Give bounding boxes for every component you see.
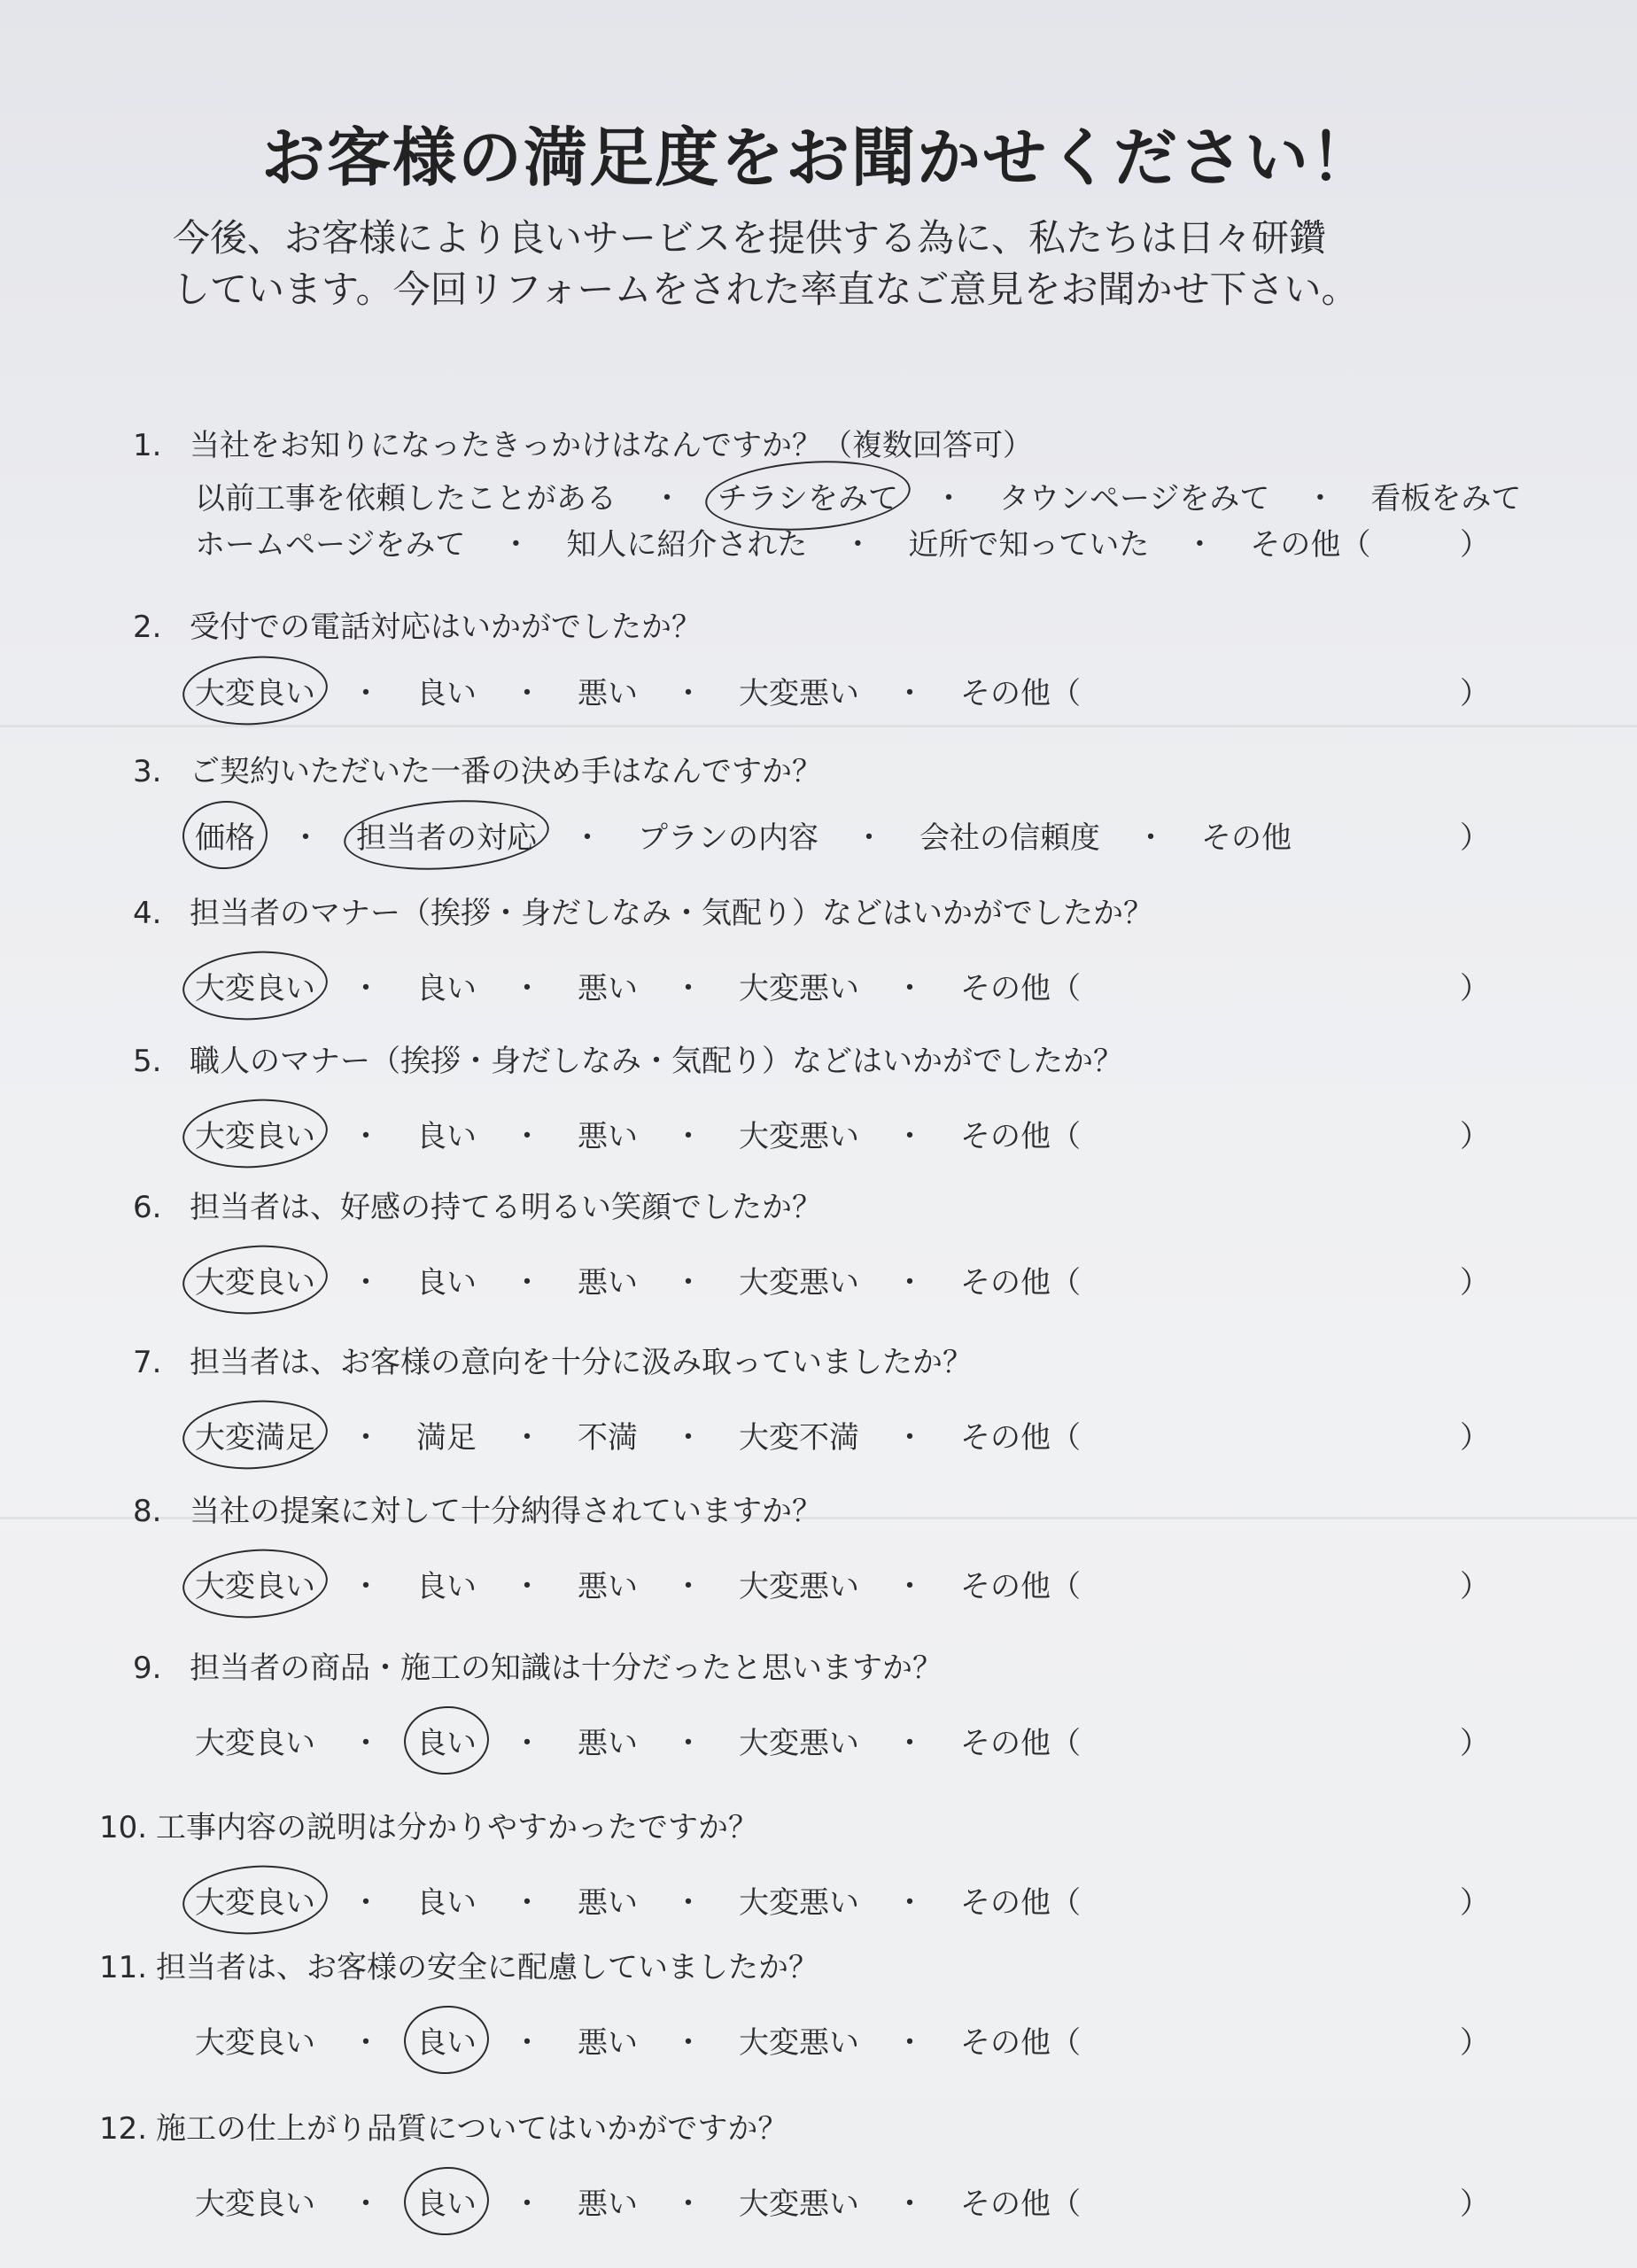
- answer-option[interactable]: プランの内容: [638, 820, 818, 856]
- answer-option[interactable]: 大変悪い: [739, 1885, 859, 1921]
- answer-options: [195, 1878, 1081, 1922]
- answer-option[interactable]: 良い: [416, 1885, 477, 1921]
- answer-options: [195, 1719, 1081, 1762]
- question-label: ご契約いただいた一番の決め手はなんですか？: [190, 754, 822, 789]
- question-number: 4.: [133, 896, 162, 931]
- separator-dot: ・: [351, 1265, 381, 1301]
- answer-option[interactable]: 不満: [578, 1420, 638, 1456]
- other-close-paren: ）: [1460, 2025, 1490, 2061]
- answer-option[interactable]: 大変悪い: [739, 1119, 859, 1154]
- question-label: 担当者は、好感の持てる明るい笑顔でしたか？: [190, 1190, 822, 1225]
- separator-dot: ・: [673, 2186, 703, 2222]
- answer-options: [195, 813, 1292, 857]
- answer-option-selected[interactable]: 良い: [416, 1719, 477, 1762]
- answer-option[interactable]: 看板をみて: [1370, 481, 1522, 517]
- answer-option-selected[interactable]: 担当者の対応: [356, 813, 537, 857]
- answer-option[interactable]: その他（: [960, 1119, 1081, 1154]
- separator-dot: ・: [895, 1885, 925, 1921]
- question-text: [133, 747, 822, 790]
- answer-option[interactable]: その他（: [960, 2025, 1081, 2061]
- question-number: 6.: [133, 1190, 162, 1225]
- other-close-paren: ）: [1460, 820, 1490, 856]
- separator-dot: ・: [512, 1265, 542, 1301]
- separator-dot: ・: [351, 1726, 381, 1761]
- separator-dot: ・: [351, 1569, 381, 1604]
- answer-option-selected[interactable]: 大変満足: [195, 1413, 315, 1456]
- answer-options: [195, 2018, 1081, 2062]
- answer-option[interactable]: 悪い: [578, 1726, 638, 1761]
- separator-dot: ・: [673, 971, 703, 1006]
- answer-option[interactable]: 大変悪い: [739, 971, 859, 1006]
- separator-dot: ・: [512, 676, 542, 711]
- question-label: 工事内容の説明は分かりやすかったですか？: [156, 1810, 758, 1845]
- other-close-paren: ）: [1460, 1119, 1490, 1154]
- answer-option[interactable]: その他（: [960, 1420, 1081, 1456]
- separator-dot: ・: [351, 2025, 381, 2061]
- answer-option[interactable]: その他（: [960, 1569, 1081, 1604]
- answer-options: [195, 474, 1521, 517]
- answer-option[interactable]: その他: [1201, 820, 1292, 856]
- question-label: 受付での電話対応はいかがでしたか？: [190, 610, 702, 645]
- question-text: [133, 1643, 943, 1687]
- answer-option[interactable]: 良い: [416, 676, 477, 711]
- question-text: [133, 1338, 973, 1381]
- answer-option[interactable]: その他（: [1250, 527, 1371, 563]
- question-text: [99, 1943, 818, 1986]
- question-label: 当社の提案に対して十分納得されていますか？: [190, 1494, 822, 1529]
- question-number: 8.: [133, 1494, 162, 1529]
- question-label: 当社をお知りになったきっかけはなんですか？（複数回答可）: [190, 428, 1033, 463]
- separator-dot: ・: [895, 1726, 925, 1761]
- answer-option[interactable]: 知人に紹介された: [566, 527, 808, 563]
- question-label: 担当者のマナー（挨拶・身だしなみ・気配り）などはいかがでしたか？: [190, 896, 1153, 931]
- answer-option-selected[interactable]: 大変良い: [195, 1562, 315, 1605]
- other-close-paren: ）: [1460, 527, 1490, 563]
- answer-option[interactable]: 大変悪い: [739, 676, 859, 711]
- question-number: 12.: [99, 2111, 148, 2147]
- separator-dot: ・: [854, 820, 884, 856]
- separator-dot: ・: [512, 1569, 542, 1604]
- intro-line: 今後、お客様により良いサービスを提供する為に、私たちは日々研鑽: [173, 216, 1327, 260]
- question-text: [99, 2104, 787, 2148]
- answer-option[interactable]: その他（: [960, 1265, 1081, 1301]
- separator-dot: ・: [512, 1885, 542, 1921]
- answer-option[interactable]: 満足: [416, 1420, 477, 1456]
- answer-option[interactable]: 悪い: [578, 2186, 638, 2222]
- question-label: 担当者は、お客様の意向を十分に汲み取っていましたか？: [190, 1345, 973, 1380]
- answer-option[interactable]: 大変良い: [195, 2025, 315, 2061]
- answer-option[interactable]: 近所で知っていた: [908, 527, 1150, 563]
- answer-option[interactable]: 悪い: [578, 1119, 638, 1154]
- answer-option[interactable]: 悪い: [578, 2025, 638, 2061]
- question-label: 施工の仕上がり品質についてはいかがですか？: [156, 2111, 788, 2147]
- separator-dot: ・: [351, 1420, 381, 1456]
- other-close-paren: ）: [1460, 676, 1490, 711]
- question-label: 担当者は、お客様の安全に配慮していましたか？: [156, 1950, 818, 1985]
- question-text: [99, 1803, 758, 1846]
- answer-option[interactable]: その他（: [960, 971, 1081, 1006]
- separator-dot: ・: [351, 971, 381, 1006]
- answer-option[interactable]: 以前工事を依頼したことがある: [195, 481, 617, 517]
- question-text: [133, 421, 1033, 464]
- separator-dot: ・: [572, 820, 602, 856]
- question-text: [133, 602, 702, 646]
- answer-option-selected[interactable]: 大変良い: [195, 964, 315, 1007]
- answer-options: [195, 964, 1081, 1007]
- question-number: 3.: [133, 754, 162, 789]
- separator-dot: ・: [512, 1726, 542, 1761]
- question-text: [133, 1183, 822, 1226]
- paper-fold: [0, 725, 1637, 727]
- question-number: 5.: [133, 1044, 162, 1079]
- answer-options: [195, 1112, 1081, 1155]
- separator-dot: ・: [673, 1265, 703, 1301]
- answer-option[interactable]: 大変良い: [195, 2186, 315, 2222]
- answer-option[interactable]: 大変悪い: [739, 1569, 859, 1604]
- answer-option[interactable]: 大変悪い: [739, 2186, 859, 2222]
- answer-option[interactable]: その他（: [960, 1726, 1081, 1761]
- answer-options: [195, 1258, 1081, 1301]
- answer-option-selected[interactable]: 価格: [195, 813, 255, 857]
- separator-dot: ・: [351, 1885, 381, 1921]
- answer-option[interactable]: 大変悪い: [739, 2025, 859, 2061]
- separator-dot: ・: [895, 2186, 925, 2222]
- separator-dot: ・: [673, 1885, 703, 1921]
- separator-dot: ・: [351, 1119, 381, 1154]
- intro-line: しています。今回リフォームをされた率直なご意見をお聞かせ下さい。: [173, 268, 1359, 311]
- separator-dot: ・: [512, 2025, 542, 2061]
- separator-dot: ・: [673, 1119, 703, 1154]
- separator-dot: ・: [895, 1119, 925, 1154]
- answer-option[interactable]: 悪い: [578, 971, 638, 1006]
- answer-option[interactable]: 悪い: [578, 676, 638, 711]
- separator-dot: ・: [842, 527, 873, 563]
- question-number: 10.: [99, 1810, 148, 1845]
- question-number: 9.: [133, 1651, 162, 1686]
- answer-options: [195, 669, 1081, 712]
- answer-option-selected[interactable]: 良い: [416, 2018, 477, 2062]
- answer-option-selected[interactable]: 大変良い: [195, 1878, 315, 1922]
- answer-option-selected[interactable]: 大変良い: [195, 1112, 315, 1155]
- question-number: 1.: [133, 428, 162, 463]
- answer-options: [195, 2179, 1081, 2223]
- separator-dot: ・: [673, 1726, 703, 1761]
- separator-dot: ・: [895, 676, 925, 711]
- separator-dot: ・: [512, 1420, 542, 1456]
- question-text: [133, 1487, 822, 1530]
- answer-option[interactable]: 良い: [416, 1569, 477, 1604]
- question-text: [133, 889, 1153, 932]
- separator-dot: ・: [512, 1119, 542, 1154]
- answer-option[interactable]: 良い: [416, 971, 477, 1006]
- separator-dot: ・: [673, 1420, 703, 1456]
- question-number: 11.: [99, 1950, 148, 1985]
- answer-option-selected[interactable]: 良い: [416, 2179, 477, 2223]
- answer-option[interactable]: ホームページをみて: [195, 527, 466, 563]
- other-close-paren: ）: [1460, 1885, 1490, 1921]
- separator-dot: ・: [895, 971, 925, 1006]
- separator-dot: ・: [673, 676, 703, 711]
- other-close-paren: ）: [1460, 1569, 1490, 1604]
- answer-options: [195, 520, 1370, 563]
- separator-dot: ・: [291, 820, 321, 856]
- answer-option[interactable]: 大変悪い: [739, 1265, 859, 1301]
- separator-dot: ・: [652, 481, 682, 517]
- answer-option-selected[interactable]: 大変良い: [195, 1258, 315, 1301]
- answer-option-selected[interactable]: 大変良い: [195, 669, 315, 712]
- separator-dot: ・: [1305, 481, 1336, 517]
- answer-option-selected[interactable]: チラシをみて: [718, 474, 898, 517]
- question-text: [133, 1037, 1123, 1080]
- separator-dot: ・: [934, 481, 964, 517]
- separator-dot: ・: [673, 2025, 703, 2061]
- question-label: 担当者の商品・施工の知識は十分だったと思いますか？: [190, 1651, 943, 1686]
- separator-dot: ・: [1184, 527, 1215, 563]
- answer-option[interactable]: その他（: [960, 1885, 1081, 1921]
- separator-dot: ・: [351, 676, 381, 711]
- separator-dot: ・: [895, 1420, 925, 1456]
- answer-option[interactable]: 大変悪い: [739, 1726, 859, 1761]
- answer-option[interactable]: その他（: [960, 2186, 1081, 2222]
- answer-option[interactable]: 大変良い: [195, 1726, 315, 1761]
- question-label: 職人のマナー（挨拶・身だしなみ・気配り）などはいかがでしたか？: [190, 1044, 1123, 1079]
- separator-dot: ・: [351, 2186, 381, 2222]
- other-close-paren: ）: [1460, 971, 1490, 1006]
- answer-option[interactable]: 大変不満: [739, 1420, 859, 1456]
- separator-dot: ・: [673, 1569, 703, 1604]
- question-number: 2.: [133, 610, 162, 645]
- separator-dot: ・: [895, 1569, 925, 1604]
- answer-option[interactable]: 会社の信頼度: [919, 820, 1100, 856]
- answer-option[interactable]: 悪い: [578, 1885, 638, 1921]
- separator-dot: ・: [500, 527, 531, 563]
- answer-option[interactable]: 悪い: [578, 1569, 638, 1604]
- answer-options: [195, 1413, 1081, 1456]
- answer-option[interactable]: タウンページをみて: [999, 481, 1270, 517]
- question-number: 7.: [133, 1345, 162, 1380]
- intro-text: [173, 213, 1501, 315]
- separator-dot: ・: [895, 1265, 925, 1301]
- separator-dot: ・: [895, 2025, 925, 2061]
- page-title: お客様の満足度をお聞かせください！: [260, 120, 1376, 195]
- answer-options: [195, 1562, 1081, 1605]
- answer-option[interactable]: その他（: [960, 676, 1081, 711]
- other-close-paren: ）: [1460, 1726, 1490, 1761]
- separator-dot: ・: [512, 971, 542, 1006]
- answer-option[interactable]: 良い: [416, 1119, 477, 1154]
- other-close-paren: ）: [1460, 1420, 1490, 1456]
- separator-dot: ・: [512, 2186, 542, 2222]
- answer-option[interactable]: 良い: [416, 1265, 477, 1301]
- answer-option[interactable]: 悪い: [578, 1265, 638, 1301]
- separator-dot: ・: [1136, 820, 1166, 856]
- other-close-paren: ）: [1460, 1265, 1490, 1301]
- other-close-paren: ）: [1460, 2186, 1490, 2222]
